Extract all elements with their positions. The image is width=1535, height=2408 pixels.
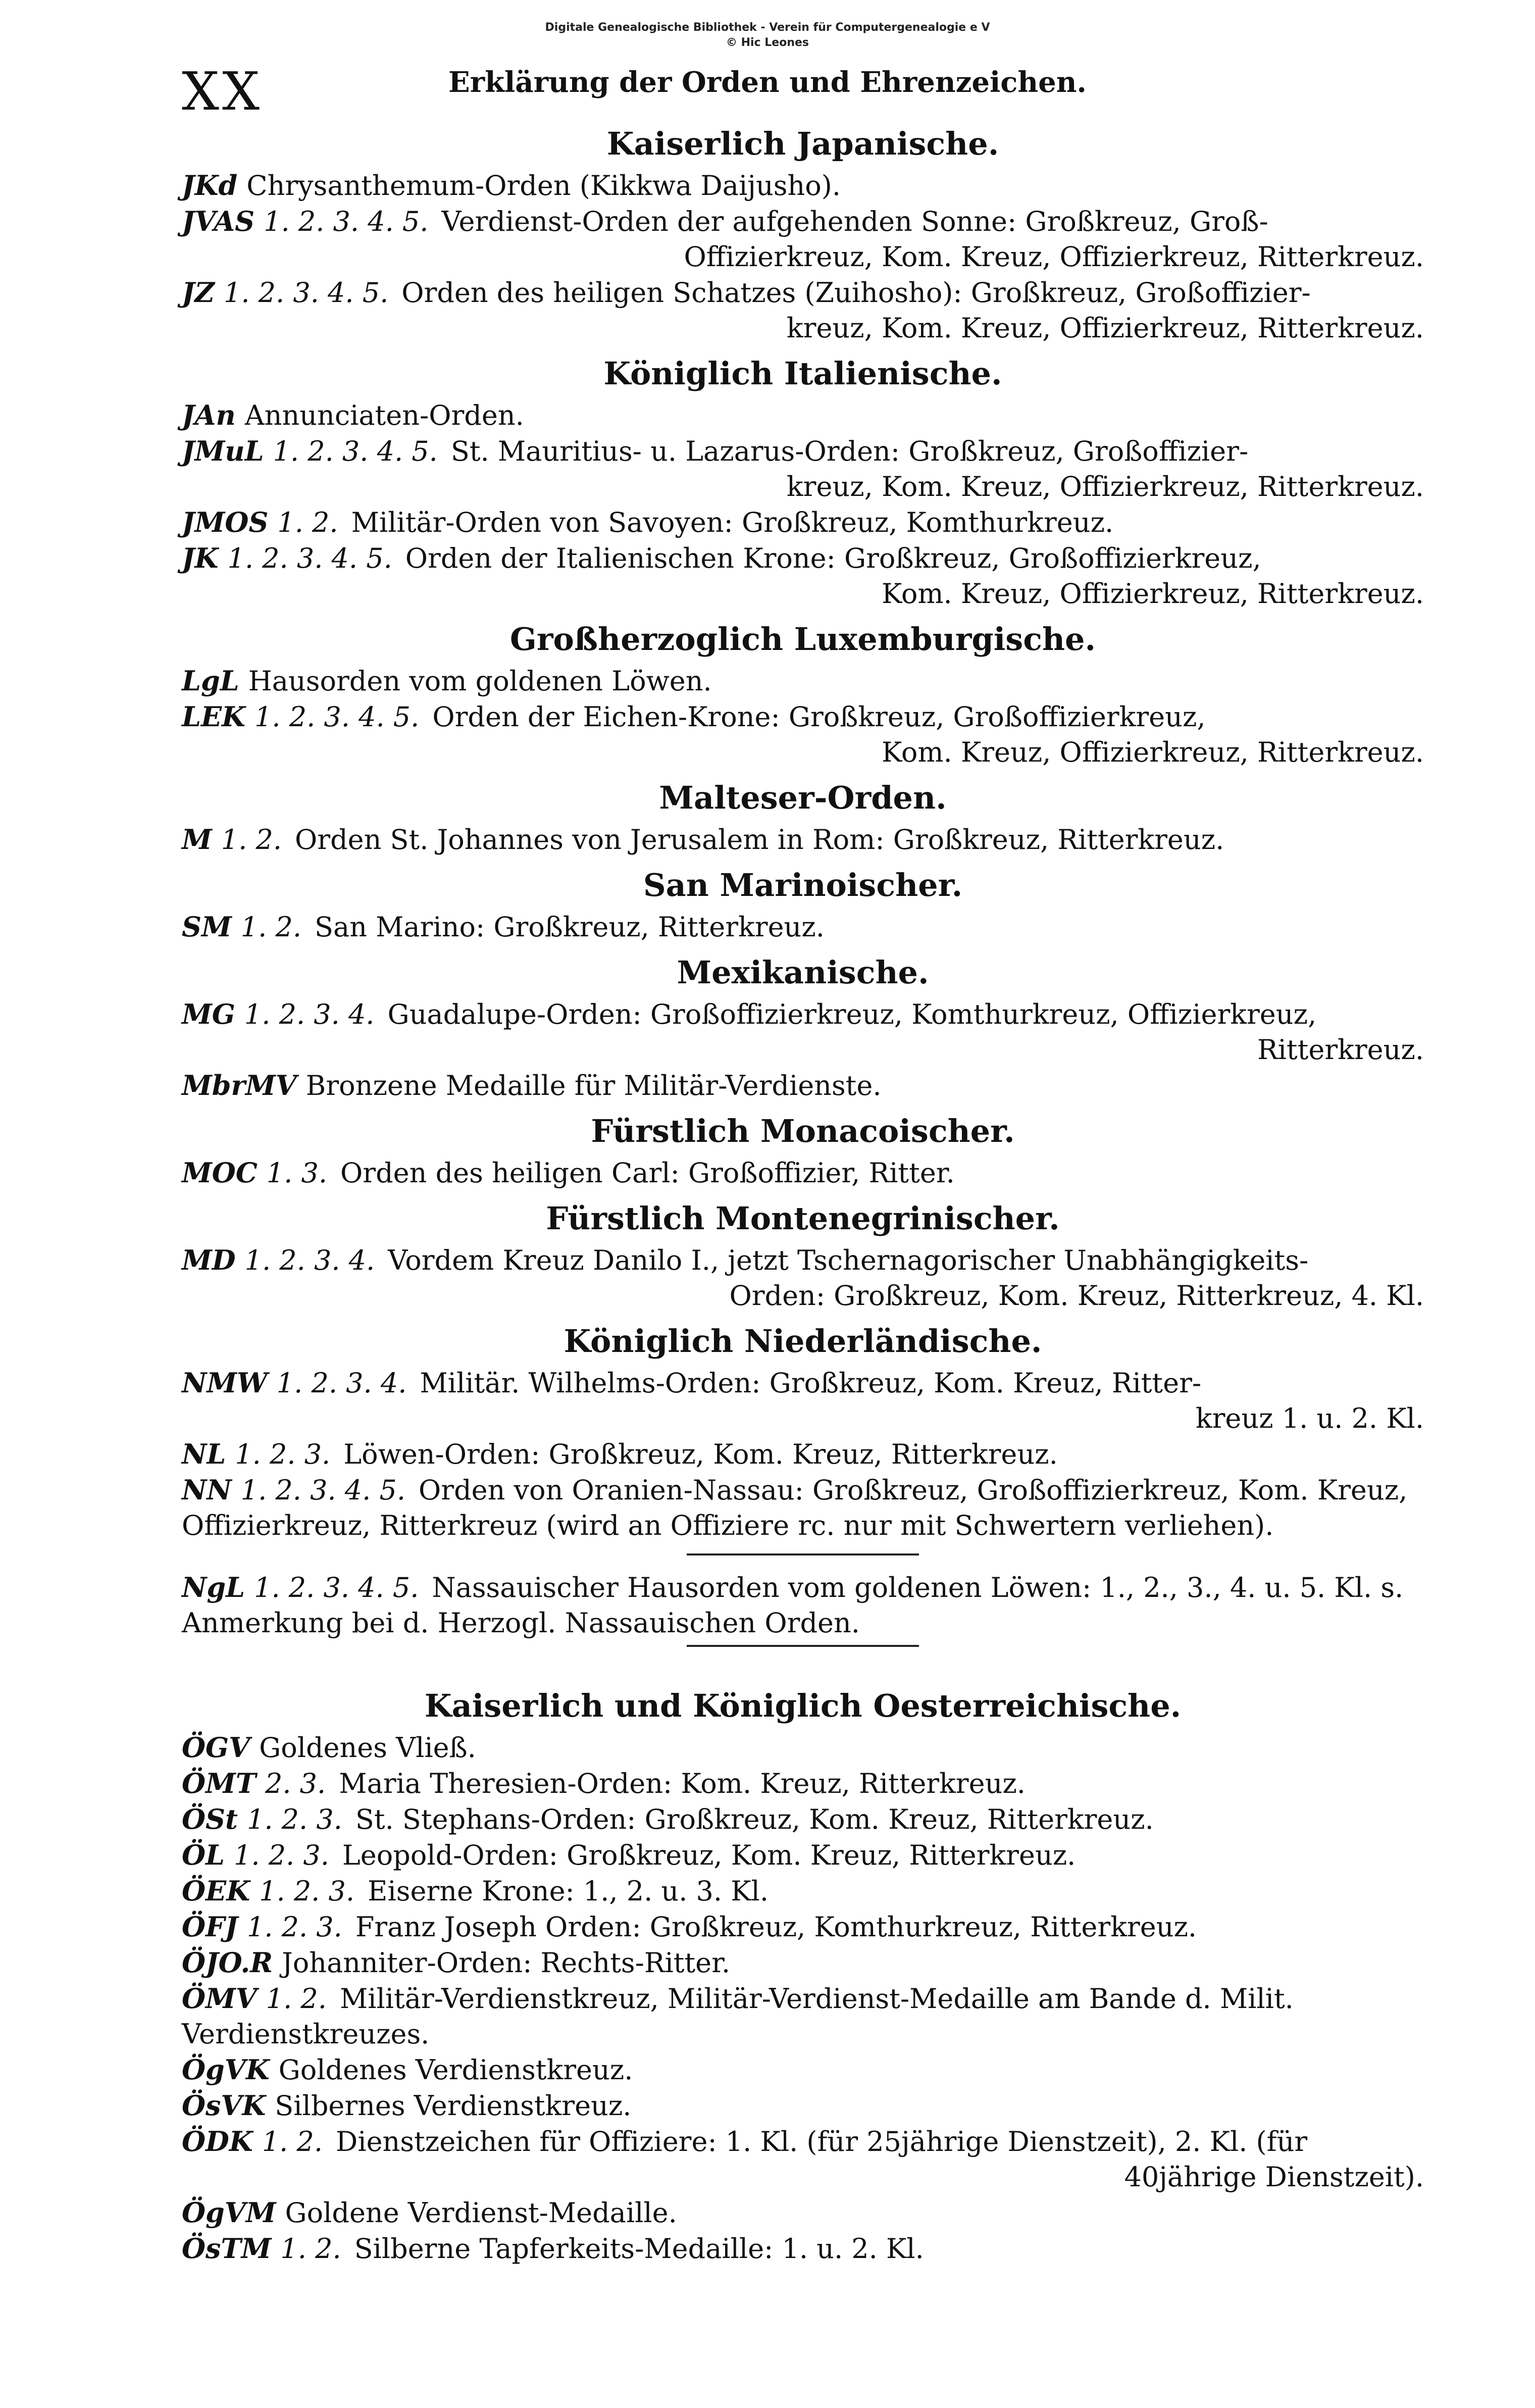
divider-rule	[687, 1553, 919, 1556]
order-entry	[182, 1766, 1424, 1801]
order-entry	[182, 909, 1424, 945]
order-description: Silberne Tapferkeits-Medaille: 1. u. 2. Kl.	[354, 2233, 924, 2265]
page-number: XX	[182, 61, 263, 122]
order-abbreviation: JKd	[182, 169, 238, 202]
order-classes: 1. 2. 3.	[235, 1438, 331, 1470]
order-entry	[182, 1068, 1424, 1103]
order-abbreviation: NL	[182, 1438, 226, 1470]
order-classes: 1. 2. 3. 4. 5.	[254, 701, 420, 733]
order-classes: 1. 2.	[280, 2233, 341, 2265]
order-abbreviation: ÖEK	[182, 1875, 250, 1907]
order-description: Bronzene Medaille für Militär-Verdienste.	[305, 1070, 882, 1101]
order-classes: 1. 3.	[266, 1157, 328, 1189]
order-abbreviation: SM	[182, 911, 232, 943]
order-description-continued: 40jährige Dienstzeit).	[1124, 2161, 1424, 2193]
order-entry	[182, 1436, 1424, 1472]
order-section	[182, 1108, 1424, 1191]
order-description: Vordem Kreuz Danilo I., jetzt Tschernagorischer Unabhängigkeits-	[388, 1244, 1309, 1276]
order-entry	[182, 1801, 1424, 1837]
order-entry	[182, 1365, 1424, 1436]
order-description: Eiserne Krone: 1., 2. u. 3. Kl.	[368, 1875, 769, 1907]
order-classes: 1. 2. 3.	[259, 1875, 355, 1907]
order-description-continued: Kom. Kreuz, Offizierkreuz, Ritterkreuz.	[881, 578, 1424, 610]
order-description: Chrysanthemum-Orden (Kikkwa Daijusho).	[246, 170, 841, 202]
order-classes: 1. 2. 3. 4.	[276, 1367, 407, 1399]
order-classes: 1. 2.	[266, 1983, 327, 2015]
section-heading: Mexikanische.	[677, 954, 929, 991]
order-abbreviation: MOC	[182, 1157, 258, 1189]
order-classes: 1. 2. 3. 4. 5.	[273, 435, 438, 467]
order-description: Orden der Italienischen Krone: Großkreuz, Großoffizierkreuz,	[405, 542, 1261, 574]
order-entry	[182, 1837, 1424, 1873]
order-section	[182, 1682, 1424, 2267]
order-description: Nassauischer Hausorden vom goldenen Löwen: 1., 2., 3., 4. u. 5. Kl. s. Anmerkung bei d. Herzogl. Nassauischen Orden.	[182, 1572, 1404, 1639]
order-classes: 1. 2.	[262, 2126, 323, 2158]
order-classes: 1. 2. 3. 4. 5.	[227, 542, 392, 574]
order-classes: 1. 2. 3. 4.	[244, 998, 375, 1030]
order-abbreviation: ÖSt	[182, 1803, 238, 1835]
order-description: Militär. Wilhelms-Orden: Großkreuz, Kom. Kreuz, Ritter-	[420, 1367, 1202, 1399]
order-description: Franz Joseph Orden: Großkreuz, Komthurkreuz, Ritterkreuz.	[355, 1911, 1197, 1943]
section-heading: Fürstlich Monacoischer.	[591, 1113, 1015, 1149]
order-abbreviation: ÖJO.R	[182, 1946, 273, 1979]
order-abbreviation: ÖMT	[182, 1767, 256, 1799]
order-entry	[182, 2195, 1424, 2231]
order-description: Dienstzeichen für Offiziere: 1. Kl. (für 25jährige Dienstzeit), 2. Kl. (für	[336, 2126, 1308, 2158]
watermark-line-1: Digitale Genealogische Bibliothek - Verein für Computergenealogie e V	[545, 21, 990, 34]
order-description: St. Stephans-Orden: Großkreuz, Kom. Kreuz, Ritterkreuz.	[355, 1803, 1154, 1835]
order-abbreviation: ÖDK	[182, 2125, 253, 2158]
order-description-continued: Kom. Kreuz, Offizierkreuz, Ritterkreuz.	[881, 736, 1424, 768]
order-description: Militär-Orden von Savoyen: Großkreuz, Komthurkreuz.	[351, 507, 1114, 538]
order-description-continued: Offizierkreuz, Kom. Kreuz, Offizierkreuz, Ritterkreuz.	[684, 241, 1424, 273]
order-classes: 1. 2. 3. 4. 5.	[254, 1572, 419, 1603]
order-classes: 1. 2.	[277, 507, 338, 538]
order-abbreviation: MbrMV	[182, 1069, 297, 1101]
order-abbreviation: JMuL	[182, 435, 264, 467]
order-abbreviation: ÖFJ	[182, 1911, 238, 1943]
order-entry	[182, 2231, 1424, 2267]
order-section	[182, 1570, 1424, 1641]
order-description-continued: Orden: Großkreuz, Kom. Kreuz, Ritterkreuz, 4. Kl.	[729, 1280, 1424, 1312]
order-abbreviation: ÖsVK	[182, 2089, 266, 2122]
order-entry	[182, 204, 1424, 275]
order-abbreviation: NMW	[182, 1367, 268, 1399]
order-description: Orden von Oranien-Nassau: Großkreuz, Großoffizierkreuz, Kom. Kreuz, Offizierkreuz, Ritterkreuz (wird an Offiziere rc. nur mit Schwertern verliehen).	[182, 1474, 1408, 1541]
section-heading: Kaiserlich Japanische.	[606, 125, 999, 162]
order-classes: 1. 2. 3.	[246, 1803, 342, 1835]
order-abbreviation: NN	[182, 1474, 232, 1506]
order-description: Orden der Eichen-Krone: Großkreuz, Großoffizierkreuz,	[432, 701, 1206, 733]
order-abbreviation: ÖsTM	[182, 2232, 272, 2265]
order-abbreviation: ÖMV	[182, 1982, 257, 2015]
order-description: Orden des heiligen Schatzes (Zuihosho): Großkreuz, Großoffizier-	[401, 277, 1311, 309]
order-description: Orden des heiligen Carl: Großoffizier, Ritter.	[340, 1157, 955, 1189]
order-entry	[182, 1570, 1424, 1641]
order-section	[182, 616, 1424, 770]
order-description: San Marino: Großkreuz, Ritterkreuz.	[315, 911, 825, 943]
order-description: Goldenes Vließ.	[259, 1732, 476, 1764]
order-entry	[182, 1155, 1424, 1191]
section-heading: Königlich Niederländische.	[564, 1323, 1042, 1360]
section-heading: Kaiserlich und Königlich Oesterreichische.	[424, 1687, 1182, 1724]
order-classes: 1. 2. 3. 4. 5.	[264, 206, 429, 237]
order-abbreviation: LEK	[182, 700, 246, 733]
order-entry	[182, 397, 1424, 433]
order-entry	[182, 1909, 1424, 1945]
order-section	[182, 1318, 1424, 1543]
order-abbreviation: JMOS	[182, 506, 269, 538]
order-entry	[182, 822, 1424, 858]
order-description: Militär-Verdienstkreuz, Militär-Verdienst-Medaille am Bande d. Milit. Verdienstkreuzes.	[182, 1983, 1294, 2050]
order-entry	[182, 2088, 1424, 2124]
order-abbreviation: ÖGV	[182, 1731, 250, 1764]
order-entry	[182, 1242, 1424, 1314]
order-abbreviation: JAn	[182, 399, 236, 431]
section-heading: San Marinoischer.	[643, 867, 963, 904]
section-heading: Fürstlich Montenegrinischer.	[546, 1200, 1060, 1237]
order-classes: 1. 2.	[240, 911, 301, 943]
order-entry	[182, 275, 1424, 346]
order-entry	[182, 540, 1424, 612]
watermark-line-2: © Hic Leones	[726, 36, 809, 49]
watermark	[0, 20, 1535, 51]
order-description: Orden St. Johannes von Jerusalem in Rom: Großkreuz, Ritterkreuz.	[295, 824, 1224, 856]
order-description: Leopold-Orden: Großkreuz, Kom. Kreuz, Ritterkreuz.	[342, 1839, 1076, 1871]
order-description: Löwen-Orden: Großkreuz, Kom. Kreuz, Ritterkreuz.	[343, 1438, 1058, 1470]
running-title: Erklärung der Orden und Ehrenzeichen.	[448, 66, 1087, 99]
order-entry	[182, 996, 1424, 1068]
order-description-continued: Ritterkreuz.	[1257, 1034, 1424, 1066]
order-description-continued: kreuz, Kom. Kreuz, Offizierkreuz, Ritterkreuz.	[786, 312, 1424, 344]
order-abbreviation: JK	[182, 542, 219, 574]
order-entry	[182, 2124, 1424, 2195]
order-description-continued: kreuz 1. u. 2. Kl.	[1195, 1402, 1424, 1434]
order-description: St. Mauritius- u. Lazarus-Orden: Großkreuz, Großoffizier-	[450, 435, 1249, 467]
order-abbreviation: NgL	[182, 1571, 245, 1603]
order-entry	[182, 1945, 1424, 1981]
order-classes: 1. 2. 3. 4.	[244, 1244, 375, 1276]
order-description: Goldene Verdienst-Medaille.	[285, 2197, 677, 2229]
order-classes: 1. 2. 3. 4. 5.	[223, 277, 389, 309]
order-classes: 1. 2. 3.	[234, 1839, 329, 1871]
order-entry	[182, 433, 1424, 505]
order-entry	[182, 1981, 1424, 2052]
order-description: Annunciaten-Orden.	[244, 399, 524, 431]
order-description: Hausorden vom goldenen Löwen.	[248, 665, 712, 697]
order-description: Goldenes Verdienstkreuz.	[278, 2054, 633, 2086]
order-abbreviation: ÖL	[182, 1839, 225, 1871]
order-entry	[182, 1730, 1424, 1766]
order-entry	[182, 1873, 1424, 1909]
order-abbreviation: MD	[182, 1244, 236, 1276]
order-abbreviation: JZ	[182, 276, 215, 309]
order-description: Maria Theresien-Orden: Kom. Kreuz, Ritterkreuz.	[339, 1768, 1026, 1799]
order-classes: 2. 3.	[265, 1768, 326, 1799]
order-description: Silbernes Verdienstkreuz.	[275, 2090, 632, 2122]
order-abbreviation: LgL	[182, 665, 239, 697]
section-heading: Malteser-Orden.	[659, 779, 947, 816]
page-body	[182, 116, 1424, 2267]
order-abbreviation: MG	[182, 998, 235, 1030]
order-section	[182, 949, 1424, 1103]
order-abbreviation: JVAS	[182, 205, 255, 237]
order-classes: 1. 2. 3. 4. 5.	[240, 1474, 405, 1506]
order-entry	[182, 2052, 1424, 2088]
order-section	[182, 350, 1424, 612]
section-heading: Großherzoglich Luxemburgische.	[509, 621, 1096, 658]
order-abbreviation: ÖgVK	[182, 2053, 270, 2086]
order-description: Verdienst-Orden der aufgehenden Sonne: Großkreuz, Groß-	[441, 206, 1268, 237]
order-section	[182, 120, 1424, 346]
order-section	[182, 862, 1424, 945]
order-section	[182, 774, 1424, 858]
divider-rule	[687, 1645, 919, 1647]
order-abbreviation: M	[182, 823, 212, 856]
section-heading: Königlich Italienische.	[603, 355, 1002, 392]
order-description-continued: kreuz, Kom. Kreuz, Offizierkreuz, Ritterkreuz.	[786, 471, 1424, 503]
order-classes: 1. 2. 3.	[246, 1911, 342, 1943]
order-entry	[182, 699, 1424, 770]
order-classes: 1. 2.	[221, 824, 282, 856]
order-entry	[182, 168, 1424, 204]
order-entry	[182, 663, 1424, 699]
order-entry	[182, 1472, 1424, 1543]
order-description: Johanniter-Orden: Rechts-Ritter.	[282, 1947, 731, 1979]
order-section	[182, 1195, 1424, 1314]
order-abbreviation: ÖgVM	[182, 2196, 276, 2229]
order-description: Guadalupe-Orden: Großoffizierkreuz, Komthurkreuz, Offizierkreuz,	[387, 998, 1317, 1030]
order-entry	[182, 505, 1424, 540]
